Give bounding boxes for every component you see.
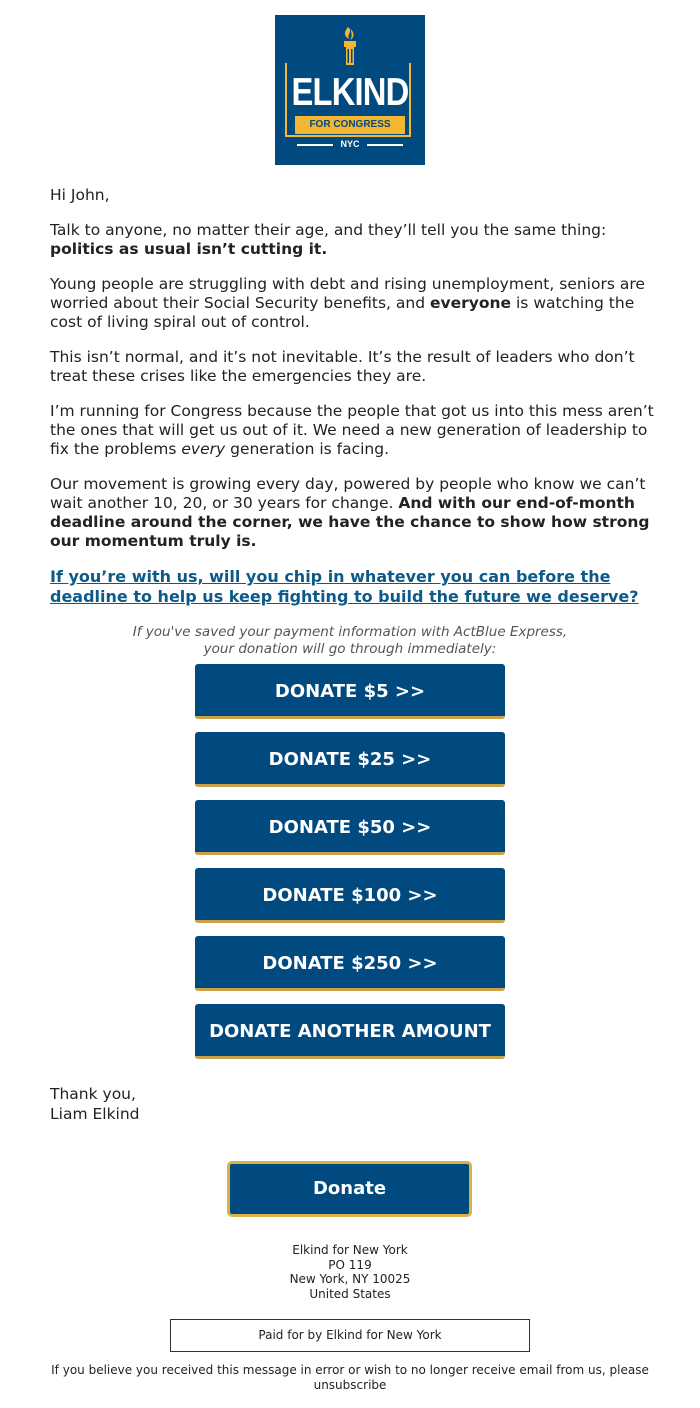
donation-ask-link[interactable]: If you’re with us, will you chip in whatever you can before the deadline to help us keep fighting to build the future we deserve?	[50, 567, 639, 606]
address-city: New York, NY 10025	[289, 1272, 411, 1286]
logo-name: ELKIND	[291, 71, 409, 114]
address-country: United States	[309, 1286, 391, 1301]
paragraph-3: This isn’t normal, and it’s not inevitable. It’s the result of leaders who don’t treat these crises like the emergencies they are.	[50, 348, 635, 385]
address-org: Elkind for New York	[292, 1243, 408, 1257]
email-body	[50, 186, 655, 623]
campaign-logo	[275, 15, 425, 165]
donate-50-button[interactable]: DONATE $50 >>	[195, 800, 505, 855]
donate-100-button[interactable]: DONATE $100 >>	[195, 868, 505, 923]
donate-25-button[interactable]: DONATE $25 >>	[195, 732, 505, 787]
paragraph-4: I’m running for Congress because the people that got us into this mess aren’t the ones that will get us out of it. We need a new generation of leadership to fix the problems every generation is facing.	[50, 402, 654, 458]
actblue-express-note: If you've saved your payment information with ActBlue Express, your donation will go through immediately:	[132, 624, 568, 657]
signoff	[50, 1084, 140, 1124]
greeting: Hi John,	[50, 186, 110, 204]
paragraph-5: Our movement is growing every day, powered by people who know we can’t wait another 10, 20, or 30 years for change. And with our end-of-month deadline around the corner, we have the chance to show how strong our momentum truly is.	[50, 475, 650, 550]
ask-paragraph	[50, 567, 655, 607]
logo-tagline: FOR CONGRESS	[295, 116, 405, 134]
paid-for-disclaimer: Paid for by Elkind for New York	[170, 1319, 530, 1352]
mailing-address	[200, 1243, 500, 1301]
signoff-thanks: Thank you,	[50, 1085, 136, 1103]
donate-other-amount-button[interactable]: DONATE ANOTHER AMOUNT	[195, 1004, 505, 1059]
logo-city: NYC	[340, 139, 360, 149]
address-po: PO 119	[328, 1257, 372, 1272]
paragraph-2: Young people are struggling with debt and rising unemployment, seniors are worried about their Social Security benefits, and everyone is watching the cost of living spiral out of control.	[50, 275, 645, 331]
paragraph-1: Talk to anyone, no matter their age, and they’ll tell you the same thing: politics as usual isn’t cutting it.	[50, 221, 607, 258]
donate-250-button[interactable]: DONATE $250 >>	[195, 936, 505, 991]
logo-divider-right	[367, 144, 403, 146]
unsubscribe-text: If you believe you received this message in error or wish to no longer receive email from us, please unsubscribe	[51, 1363, 649, 1392]
signoff-name: Liam Elkind	[50, 1105, 140, 1123]
donate-button[interactable]: Donate	[227, 1161, 472, 1217]
donate-5-button[interactable]: DONATE $5 >>	[195, 664, 505, 719]
